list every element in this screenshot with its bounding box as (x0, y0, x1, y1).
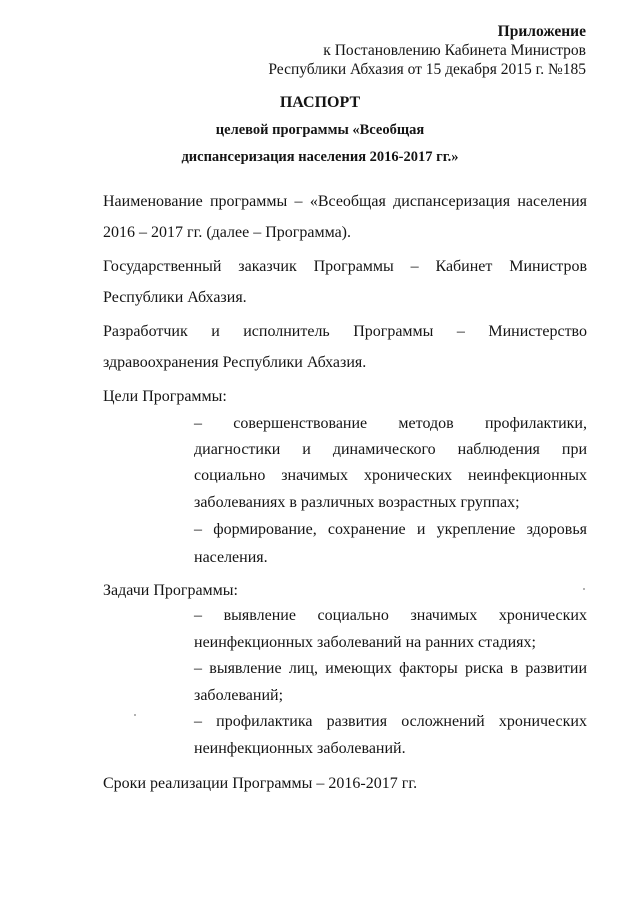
appendix-line-2: Республики Абхазия от 15 декабря 2015 г. №185 (268, 61, 586, 78)
goal-item: – формирование, сохранение и укрепление здоровья населения. (194, 520, 587, 566)
program-terms-paragraph: Сроки реализации Программы – 2016-2017 гг. (103, 775, 418, 792)
appendix-line-1: к Постановлению Кабинета Министров (323, 42, 586, 59)
goal-item: – совершенствование методов профилактики, диагностики и динамического наблюдения при социально значимых хронических неинфекционных заболеваниях в различных возрастных группах; (194, 415, 587, 511)
task-item: – выявление социально значимых хронических неинфекционных заболеваний на ранних стадиях; (194, 607, 587, 651)
scan-speck (583, 588, 585, 590)
task-item: – профилактика развития осложнений хронических неинфекционных заболеваний. (194, 713, 587, 757)
goals-list (194, 411, 587, 572)
program-customer-paragraph: Государственный заказчик Программы – Кабинет Министров Республики Абхазия. (103, 258, 587, 306)
document-title: ПАСПОРТ (279, 94, 361, 111)
document-subtitle-line-2: диспансеризация населения 2016-2017 гг.» (181, 149, 459, 165)
appendix-title: Приложение (497, 23, 586, 40)
program-developer-paragraph: Разработчик и исполнитель Программы – Министерство здравоохранения Республики Абхазия. (103, 323, 587, 371)
appendix-header (268, 22, 586, 79)
document-subtitle-line-1: целевой программы «Всеобщая (215, 122, 425, 138)
tasks-label: Задачи Программы: (103, 582, 238, 599)
scan-speck (134, 714, 136, 716)
tasks-list (194, 603, 587, 762)
program-name-paragraph: Наименование программы – «Всеобщая диспансеризация населения 2016 – 2017 гг. (далее – Программа). (103, 193, 587, 241)
goals-label: Цели Программы: (103, 388, 227, 405)
task-item: – выявление лиц, имеющих факторы риска в развитии заболеваний; (194, 660, 587, 704)
